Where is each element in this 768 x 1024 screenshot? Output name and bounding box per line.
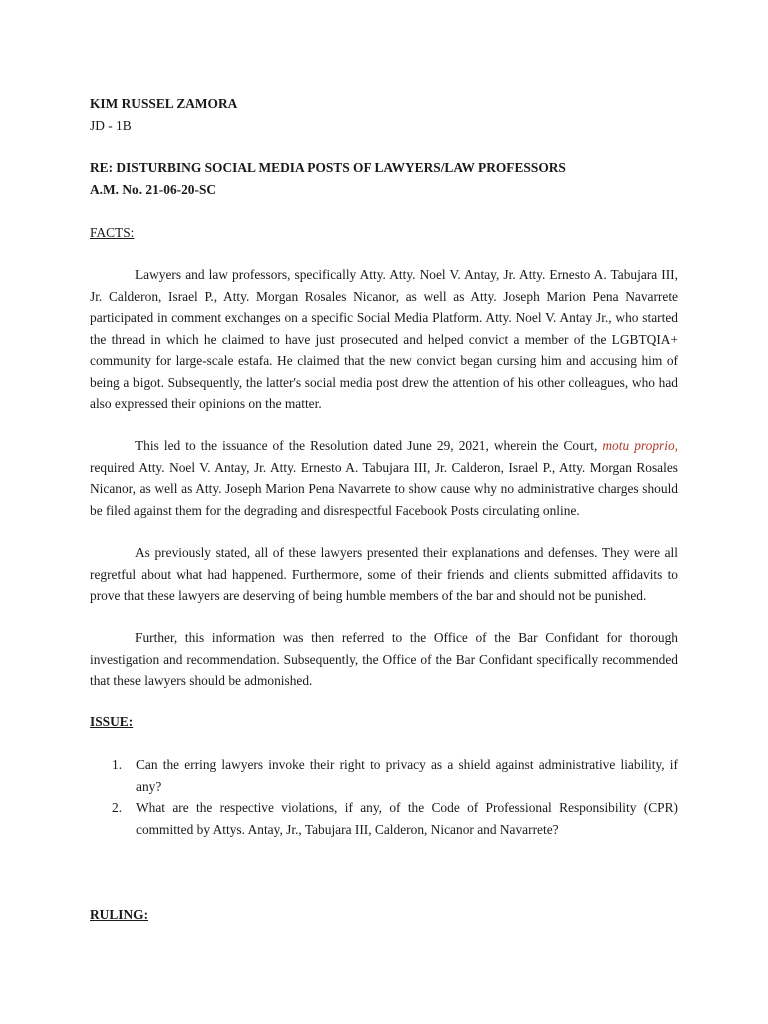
facts-paragraph-3 [90,542,678,607]
issue-number: 2. [112,800,123,815]
facts-paragraph-4-text: Further, this information was then referred to the Office of the Bar Confidant for thorough investigation and recommendation. Subsequently, the Office of the Bar Confidant specifically recommended that these lawyers should be admonished. [90,630,678,688]
facts-paragraph-2 [90,435,678,521]
case-number: A.M. No. 21-06-20-SC [90,182,217,197]
facts-paragraph-2-text-b: required Atty. Noel V. Antay, Jr. Atty. Ernesto A. Tabujara III, Jr. Calderon, Israel P., Atty. Morgan Rosales Nicanor, as well as Atty. Joseph Marion Pena Navarrete to show cause why no administrative charges should be filed against them for the degrading and disrespectful Facebook Posts circulating online. [90,459,678,518]
issue-list [90,754,678,797]
issue-heading: ISSUE: [90,714,134,729]
issue-item [90,797,678,840]
issue-text: Can the erring lawyers invoke their right to privacy as a shield against administrative liability, if any? [136,757,678,794]
facts-paragraph-1 [90,264,678,415]
author-name: KIM RUSSEL ZAMORA [90,96,238,111]
facts-paragraph-4 [90,627,678,692]
ruling-heading: RULING: [90,907,149,922]
issue-list-2 [90,797,678,840]
re-line: RE: DISTURBING SOCIAL MEDIA POSTS OF LAWYERS/LAW PROFESSORS [90,160,566,175]
facts-paragraph-1-text: Lawyers and law professors, specifically Atty. Atty. Noel V. Antay, Jr. Atty. Ernesto A. Tabujara III, Jr. Calderon, Israel P., Atty. Morgan Rosales Nicanor, as well as Atty. Joseph Marion Pena Navarrete participated in comment exchanges on a specific Social Media Platform. Atty. Noel V. Antay Jr., who started the thread in which he claimed to have just prosecuted and helped convict a member of the LGBTQIA+ community for large-scale estafa. He claimed that the new convict began cursing him and accusing him of being a bigot. Subsequently, the latter's social media post drew the attention of his other colleagues, who had also expressed their opinions on the matter. [90,267,678,411]
class-section: JD - 1B [90,118,132,133]
facts-paragraph-3-text: As previously stated, all of these lawyers presented their explanations and defenses. They were all regretful about what had happened. Furthermore, some of their friends and clients submitted affidavits to prove that these lawyers are deserving of being humble members of the bar and should not be punished. [90,545,678,603]
issue-number: 1. [112,757,123,772]
issue-text: What are the respective violations, if any, of the Code of Professional Responsibility (CPR) committed by Attys. Antay, Jr., Tabujara III, Calderon, Nicanor and Navarrete? [136,800,678,837]
facts-heading: FACTS: [90,225,135,240]
document-page [90,0,678,1024]
issue-item [90,754,678,797]
motu-proprio-phrase: motu proprio, [602,438,678,453]
facts-paragraph-2-text-a: This led to the issuance of the Resolution dated June 29, 2021, wherein the Court, [135,438,598,453]
